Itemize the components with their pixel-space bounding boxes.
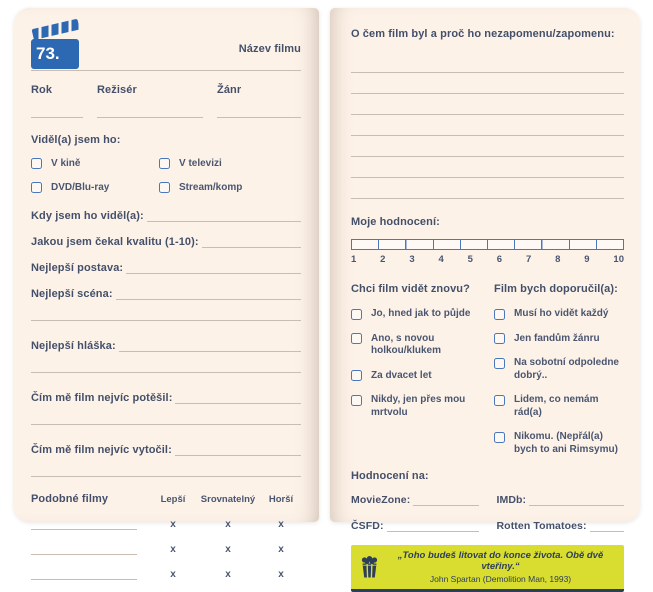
field-label: Nejlepší postava:	[31, 262, 124, 274]
ruled-line[interactable]	[351, 136, 624, 157]
checkbox-item-genre-fans[interactable]	[494, 333, 624, 346]
tick-label: 3	[409, 254, 415, 265]
tick-label: 1	[351, 254, 357, 265]
field-expected-quality	[31, 236, 301, 248]
checkbox-icon[interactable]	[31, 182, 42, 193]
field-best-character	[31, 262, 301, 274]
site-csfd	[351, 520, 479, 532]
rating-segment[interactable]	[541, 239, 569, 250]
field-input-line[interactable]	[116, 290, 301, 300]
field-input-line[interactable]	[119, 342, 301, 352]
field-label: Nejlepší scéna:	[31, 288, 113, 300]
field-extra-line[interactable]	[31, 456, 301, 477]
tick-label: 8	[555, 254, 561, 265]
checkbox-item-cinema[interactable]	[31, 158, 159, 169]
site-input-line[interactable]	[387, 522, 479, 532]
rating-section	[351, 216, 624, 265]
similar-films-section	[31, 493, 301, 580]
checkbox-icon[interactable]	[31, 158, 42, 169]
checkbox-label: Lidem, co nemám rád(a)	[514, 394, 599, 418]
watch-again-section	[351, 283, 494, 456]
site-input-line[interactable]	[529, 496, 624, 506]
quote-text: „Toho budeš litovat do konce života. Obě dvě vteřiny.“	[397, 550, 604, 572]
checkbox-icon[interactable]	[494, 358, 505, 369]
rating-segment[interactable]	[487, 239, 515, 250]
mark-worse[interactable]: x	[278, 544, 284, 555]
clapperboard-stripes	[32, 19, 80, 40]
left-page-header	[31, 26, 301, 72]
checkbox-item-tv[interactable]	[159, 158, 301, 169]
field-extra-line[interactable]	[31, 352, 301, 373]
rating-segment[interactable]	[596, 239, 624, 250]
seen-section-label: Viděl(a) jsem ho:	[31, 134, 121, 146]
similar-film-input-line[interactable]	[31, 522, 137, 530]
mark-comparable[interactable]: x	[225, 519, 231, 530]
genre-label: Žánr	[217, 84, 242, 96]
clapperboard-icon	[31, 26, 89, 72]
site-label: IMDb:	[496, 494, 527, 506]
movie-quote-box	[351, 545, 624, 592]
about-lines	[351, 52, 624, 199]
field-extra-line[interactable]	[31, 404, 301, 425]
checkbox-icon[interactable]	[494, 395, 505, 406]
tick-label: 5	[467, 254, 473, 265]
recommend-options	[494, 308, 624, 456]
field-extra-line[interactable]	[31, 300, 301, 321]
rating-segment[interactable]	[514, 239, 542, 250]
ruled-line[interactable]	[351, 52, 624, 73]
rating-segment[interactable]	[460, 239, 488, 250]
checkbox-item-disliked-people[interactable]	[494, 394, 624, 419]
tick-label: 4	[438, 254, 444, 265]
mark-comparable[interactable]: x	[225, 544, 231, 555]
checkbox-item-asap[interactable]	[351, 308, 494, 321]
film-title-label: Název filmu	[238, 43, 301, 55]
checkbox-label: Za dvacet let	[371, 369, 432, 381]
site-rotten-tomatoes	[497, 520, 625, 532]
checkbox-label: Ano, s novou holkou/klukem	[371, 332, 442, 356]
mark-better[interactable]: x	[170, 544, 176, 555]
tick-label: 7	[525, 254, 532, 265]
similar-film-row	[31, 570, 301, 580]
field-input-line[interactable]	[202, 238, 301, 248]
checkbox-label: Jen fandům žánru	[514, 332, 600, 344]
checkbox-icon[interactable]	[351, 309, 362, 320]
checkbox-icon[interactable]	[351, 395, 362, 406]
checkbox-icon[interactable]	[351, 333, 362, 344]
ruled-line[interactable]	[351, 115, 624, 136]
rating-segment[interactable]	[351, 239, 379, 250]
rating-scale[interactable]	[351, 239, 624, 250]
column-comparable: Srovnatelný	[200, 494, 256, 505]
seen-options	[31, 158, 301, 193]
genre-input-line[interactable]	[217, 110, 301, 118]
ratings-on-section	[351, 470, 624, 532]
field-label: Čím mě film nejvíc vytočil:	[31, 444, 172, 456]
site-input-line[interactable]	[590, 522, 624, 532]
site-label: ČSFD:	[351, 520, 384, 532]
director-field	[97, 84, 203, 118]
checkbox-item-stream[interactable]	[159, 182, 301, 193]
checkbox-icon[interactable]	[494, 432, 505, 443]
column-worse: Horší	[268, 494, 294, 505]
field-most-pleased	[31, 392, 301, 404]
ratings-on-label: Hodnocení na:	[351, 470, 429, 482]
rating-segment[interactable]	[378, 239, 406, 250]
site-moviezone	[351, 494, 479, 506]
year-label: Rok	[31, 84, 53, 96]
mark-better[interactable]: x	[170, 519, 176, 530]
year-input-line[interactable]	[31, 110, 83, 118]
checkbox-label: V televizi	[179, 158, 222, 169]
checkbox-label: Musí ho vidět každý	[514, 308, 609, 319]
ruled-line[interactable]	[351, 73, 624, 94]
ruled-line[interactable]	[351, 94, 624, 115]
tick-label: 2	[380, 254, 386, 265]
site-input-line[interactable]	[413, 496, 478, 506]
checkbox-icon[interactable]	[159, 182, 170, 193]
field-input-line[interactable]	[147, 212, 301, 222]
rating-scale-ticks	[351, 254, 624, 265]
tick-label: 9	[584, 254, 590, 265]
rating-segment[interactable]	[405, 239, 433, 250]
checkbox-label: Nikomu. (Nepřál(a) bych to ani Rimsymu)	[514, 431, 618, 455]
field-best-scene	[31, 288, 301, 300]
checkbox-icon[interactable]	[159, 158, 170, 169]
about-section-label: O čem film byl a proč ho nezapomenu/zapomenu:	[351, 28, 615, 40]
watch-again-options	[351, 308, 494, 419]
field-input-line[interactable]	[175, 394, 301, 404]
mark-comparable[interactable]: x	[225, 569, 231, 580]
rating-label: Moje hodnocení:	[351, 216, 440, 228]
similar-films-label: Podobné filmy	[31, 493, 109, 505]
field-label: Kdy jsem ho viděl(a):	[31, 210, 144, 222]
field-most-annoyed	[31, 444, 301, 456]
similar-films-header	[31, 493, 301, 505]
mark-worse[interactable]: x	[278, 569, 284, 580]
field-input-line[interactable]	[126, 264, 301, 274]
field-label: Nejlepší hláška:	[31, 340, 116, 352]
field-input-line[interactable]	[175, 446, 301, 456]
site-imdb	[497, 494, 625, 506]
genre-field	[217, 84, 301, 118]
checkbox-label: Stream/komp	[179, 182, 243, 193]
recommend-section	[494, 283, 624, 456]
site-label: MovieZone:	[351, 494, 411, 506]
rating-segment[interactable]	[433, 239, 461, 250]
checkbox-icon[interactable]	[494, 309, 505, 320]
mark-worse[interactable]: x	[278, 519, 284, 530]
watch-again-label: Chci film vidět znovu?	[351, 283, 470, 295]
checkbox-item-dvd[interactable]	[31, 182, 159, 193]
checkbox-icon[interactable]	[494, 333, 505, 344]
checkbox-item-new-partner[interactable]	[351, 333, 494, 358]
similar-film-row	[31, 545, 301, 555]
right-page	[330, 8, 640, 584]
choices-columns	[351, 283, 624, 456]
field-label: Jakou jsem čekal kvalitu (1-10):	[31, 236, 199, 248]
checkbox-item-everyone[interactable]	[494, 308, 624, 321]
tick-label: 10	[613, 254, 624, 265]
similar-film-input-line[interactable]	[31, 572, 137, 580]
checkbox-label: Na sobotní odpoledne dobrý..	[514, 357, 619, 381]
similar-film-input-line[interactable]	[31, 547, 137, 555]
checkbox-label: Nikdy, jen přes mou mrtvolu	[371, 394, 466, 418]
director-label: Režisér	[97, 84, 137, 96]
checkbox-icon[interactable]	[351, 370, 362, 381]
ruled-line[interactable]	[351, 157, 624, 178]
rating-segment[interactable]	[569, 239, 597, 250]
recommend-label: Film bych doporučil(a):	[494, 283, 618, 295]
checkbox-item-saturday[interactable]	[494, 357, 624, 382]
field-when-seen	[31, 210, 301, 222]
column-better: Lepší	[160, 494, 186, 505]
rating-sites	[351, 494, 624, 532]
checkbox-label: Jo, hned jak to půjde	[371, 308, 471, 319]
checkbox-label: DVD/Blu-ray	[51, 182, 110, 193]
similar-film-row	[31, 520, 301, 530]
entry-number: 73.	[36, 44, 60, 63]
year-field	[31, 84, 83, 118]
field-best-quote	[31, 340, 301, 352]
checkbox-label: V kině	[51, 158, 81, 169]
left-page	[14, 8, 319, 580]
mark-better[interactable]: x	[170, 569, 176, 580]
tick-label: 6	[496, 254, 503, 265]
field-label: Čím mě film nejvíc potěšil:	[31, 392, 173, 404]
quote-attribution: John Spartan (Demolition Man, 1993)	[429, 574, 572, 584]
entry-number-badge	[31, 39, 79, 69]
popcorn-icon	[360, 556, 379, 578]
ruled-line[interactable]	[351, 178, 624, 199]
site-label: Rotten Tomatoes:	[496, 520, 587, 532]
checkbox-item-twenty-years[interactable]	[351, 370, 494, 383]
director-input-line[interactable]	[97, 110, 203, 118]
checkbox-item-never[interactable]	[351, 394, 494, 419]
quote-content	[387, 550, 614, 584]
checkbox-item-nobody[interactable]	[494, 431, 624, 456]
meta-fields-row	[31, 84, 301, 118]
